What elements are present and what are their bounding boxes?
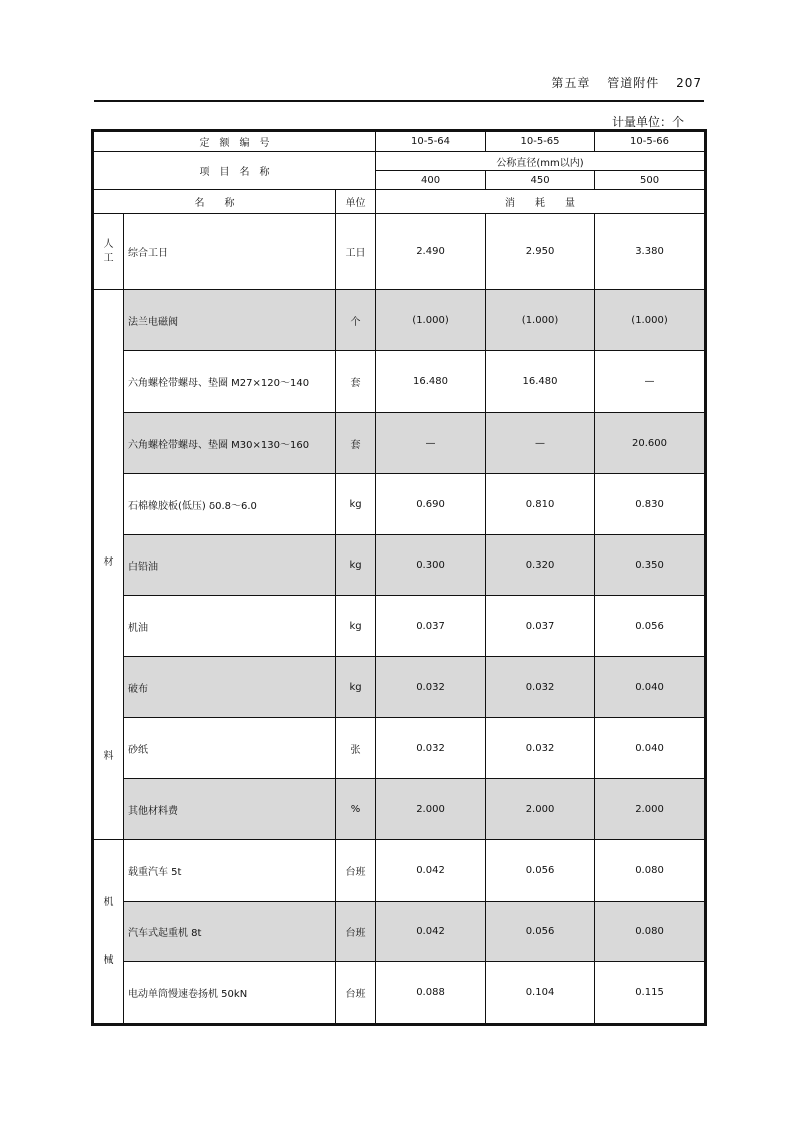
page-header xyxy=(539,74,702,91)
diameter-value: 400 xyxy=(376,171,486,190)
item-name: 六角螺栓带螺母、垫圈 M27×120～140 xyxy=(124,351,336,413)
diameter-label: 公称直径(mm以内) xyxy=(376,152,705,171)
item-name: 汽车式起重机 8t xyxy=(124,902,336,962)
item-value: (1.000) xyxy=(595,290,705,351)
diameter-value: 500 xyxy=(595,171,705,190)
item-value: 0.690 xyxy=(376,474,486,535)
item-unit: 台班 xyxy=(336,840,376,902)
item-value: 0.032 xyxy=(376,718,486,779)
table-row xyxy=(94,840,705,902)
quota-label: 定 额 编 号 xyxy=(94,132,376,152)
quota-code: 10-5-65 xyxy=(486,132,595,152)
item-name: 其他材料费 xyxy=(124,779,336,840)
item-value: 0.032 xyxy=(486,718,595,779)
quota-table xyxy=(93,131,705,1024)
item-value: 0.056 xyxy=(486,840,595,902)
chapter-label: 第五章 xyxy=(551,76,591,90)
item-value: 0.088 xyxy=(376,962,486,1024)
column-header-row xyxy=(94,190,705,214)
item-value: 16.480 xyxy=(376,351,486,413)
item-value: 0.032 xyxy=(486,657,595,718)
item-name: 六角螺栓带螺母、垫圈 M30×130～160 xyxy=(124,413,336,474)
item-unit: kg xyxy=(336,596,376,657)
item-value: 0.300 xyxy=(376,535,486,596)
item-unit: 个 xyxy=(336,290,376,351)
diameter-label-row xyxy=(94,152,705,171)
item-unit: 套 xyxy=(336,351,376,413)
item-unit: kg xyxy=(336,657,376,718)
item-unit: 套 xyxy=(336,413,376,474)
section-label: 管道附件 xyxy=(607,76,660,90)
item-unit: 台班 xyxy=(336,902,376,962)
item-name: 白铅油 xyxy=(124,535,336,596)
item-value: (1.000) xyxy=(376,290,486,351)
item-value: 2.950 xyxy=(486,214,595,290)
item-value: (1.000) xyxy=(486,290,595,351)
table-row xyxy=(94,290,705,351)
quota-code: 10-5-66 xyxy=(595,132,705,152)
item-value: 0.115 xyxy=(595,962,705,1024)
quota-code-row xyxy=(94,132,705,152)
item-value: 0.040 xyxy=(595,718,705,779)
item-value: — xyxy=(595,351,705,413)
item-value: — xyxy=(486,413,595,474)
item-name: 电动单筒慢速卷扬机 50kN xyxy=(124,962,336,1024)
item-value: 0.037 xyxy=(486,596,595,657)
item-value: 2.000 xyxy=(486,779,595,840)
item-value: 0.080 xyxy=(595,902,705,962)
item-value: 16.480 xyxy=(486,351,595,413)
table-row xyxy=(94,596,705,657)
item-name: 载重汽车 5t xyxy=(124,840,336,902)
item-value: 0.056 xyxy=(486,902,595,962)
item-name: 机油 xyxy=(124,596,336,657)
unit-note: 计量单位：个 xyxy=(611,115,684,129)
item-label: 项 目 名 称 xyxy=(94,152,376,190)
item-value: 3.380 xyxy=(595,214,705,290)
item-value: 2.490 xyxy=(376,214,486,290)
table-row xyxy=(94,657,705,718)
item-unit: 台班 xyxy=(336,962,376,1024)
item-value: 0.040 xyxy=(595,657,705,718)
col-consumption-header: 消 耗 量 xyxy=(376,190,705,214)
table-row xyxy=(94,214,705,290)
item-unit: kg xyxy=(336,474,376,535)
item-value: 20.600 xyxy=(595,413,705,474)
item-unit: kg xyxy=(336,535,376,596)
item-unit: 张 xyxy=(336,718,376,779)
item-value: 0.042 xyxy=(376,840,486,902)
item-value: 0.042 xyxy=(376,902,486,962)
item-name: 砂纸 xyxy=(124,718,336,779)
table-row xyxy=(94,902,705,962)
quota-code: 10-5-64 xyxy=(376,132,486,152)
item-unit: 工日 xyxy=(336,214,376,290)
table-row xyxy=(94,779,705,840)
item-name: 石棉橡胶板(低压) δ0.8～6.0 xyxy=(124,474,336,535)
group-label-labor: 人 工 xyxy=(94,214,124,290)
col-unit-header: 单位 xyxy=(336,190,376,214)
diameter-value: 450 xyxy=(486,171,595,190)
table-row xyxy=(94,474,705,535)
item-name: 破布 xyxy=(124,657,336,718)
item-value: 0.350 xyxy=(595,535,705,596)
item-value: 0.056 xyxy=(595,596,705,657)
table-row xyxy=(94,351,705,413)
item-unit: % xyxy=(336,779,376,840)
col-name-header: 名 称 xyxy=(94,190,336,214)
page-number: 207 xyxy=(676,76,702,90)
item-value: 2.000 xyxy=(376,779,486,840)
group-label-material: 材 料 xyxy=(94,290,124,840)
item-value: 0.032 xyxy=(376,657,486,718)
item-value: 2.000 xyxy=(595,779,705,840)
item-name: 综合工日 xyxy=(124,214,336,290)
header-rule xyxy=(94,100,704,102)
item-value: 0.037 xyxy=(376,596,486,657)
table-row xyxy=(94,962,705,1024)
item-value: 0.320 xyxy=(486,535,595,596)
item-value: 0.830 xyxy=(595,474,705,535)
table-row xyxy=(94,535,705,596)
item-value: 0.104 xyxy=(486,962,595,1024)
item-name: 法兰电磁阀 xyxy=(124,290,336,351)
table-row xyxy=(94,413,705,474)
item-value: — xyxy=(376,413,486,474)
item-value: 0.810 xyxy=(486,474,595,535)
item-value: 0.080 xyxy=(595,840,705,902)
table-row xyxy=(94,718,705,779)
group-label-machine: 机 械 xyxy=(94,840,124,1024)
